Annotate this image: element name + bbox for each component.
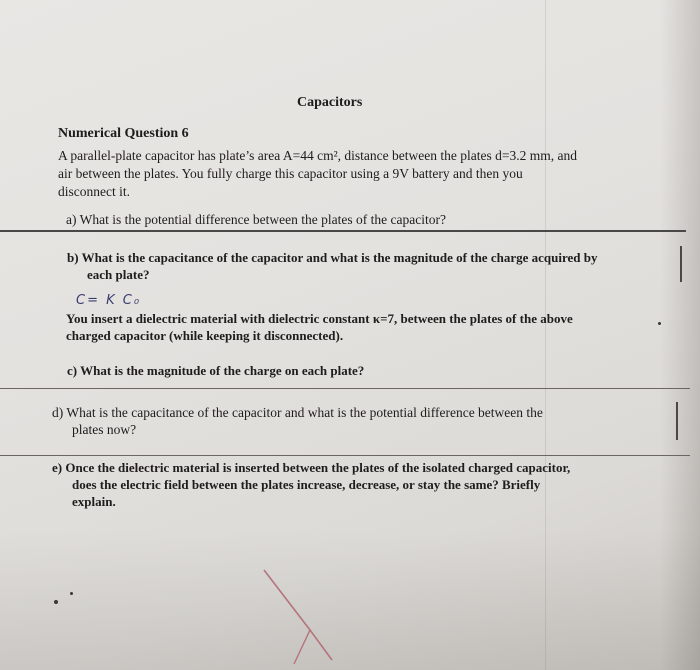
- question-heading: Numerical Question 6: [58, 126, 189, 141]
- margin-mark: [676, 402, 678, 440]
- speck: [54, 600, 58, 604]
- part-c: c) What is the magnitude of the charge on each plate?: [67, 363, 365, 378]
- intro-paragraph: [58, 147, 618, 201]
- dielectric-line: You insert a dielectric material with dielectric constant κ=7, between the plates of the above: [66, 311, 573, 326]
- dielectric-paragraph: [66, 310, 573, 344]
- divider-line: [0, 230, 686, 232]
- part-d: [52, 404, 543, 438]
- part-d-line: d) What is the capacitance of the capacitor and what is the potential difference between the: [52, 405, 543, 420]
- intro-line: disconnect it.: [58, 184, 130, 199]
- part-e-line: does the electric field between the plates increase, decrease, or stay the same? Briefly: [72, 477, 541, 492]
- divider-line: [0, 388, 690, 389]
- intro-line: air between the plates. You fully charge this capacitor using a 9V battery and then you: [58, 166, 523, 181]
- handwritten-note: C= K C₀: [76, 293, 142, 308]
- part-e-line: e) Once the dielectric material is inserted between the plates of the isolated charged capacitor,: [52, 460, 571, 475]
- part-a: a) What is the potential difference between the plates of the capacitor?: [66, 212, 446, 227]
- part-b-line: b) What is the capacitance of the capacitor and what is the magnitude of the charge acquired by: [67, 250, 598, 265]
- pen-scribble: [250, 560, 370, 670]
- part-d-line: plates now?: [72, 422, 137, 437]
- divider-line: [0, 455, 690, 456]
- part-b: [67, 249, 597, 283]
- margin-mark: [680, 246, 682, 282]
- speck: [70, 592, 73, 595]
- part-b-line: each plate?: [87, 267, 150, 282]
- document-title: Capacitors: [297, 95, 363, 110]
- intro-line: A parallel-plate capacitor has plate’s area A=44 cm², distance between the plates d=3.2 mm, and: [58, 148, 577, 163]
- dielectric-line: charged capacitor (while keeping it disconnected).: [66, 328, 344, 343]
- part-e: [52, 459, 570, 510]
- part-e-line: explain.: [72, 494, 116, 509]
- speck: [658, 322, 661, 325]
